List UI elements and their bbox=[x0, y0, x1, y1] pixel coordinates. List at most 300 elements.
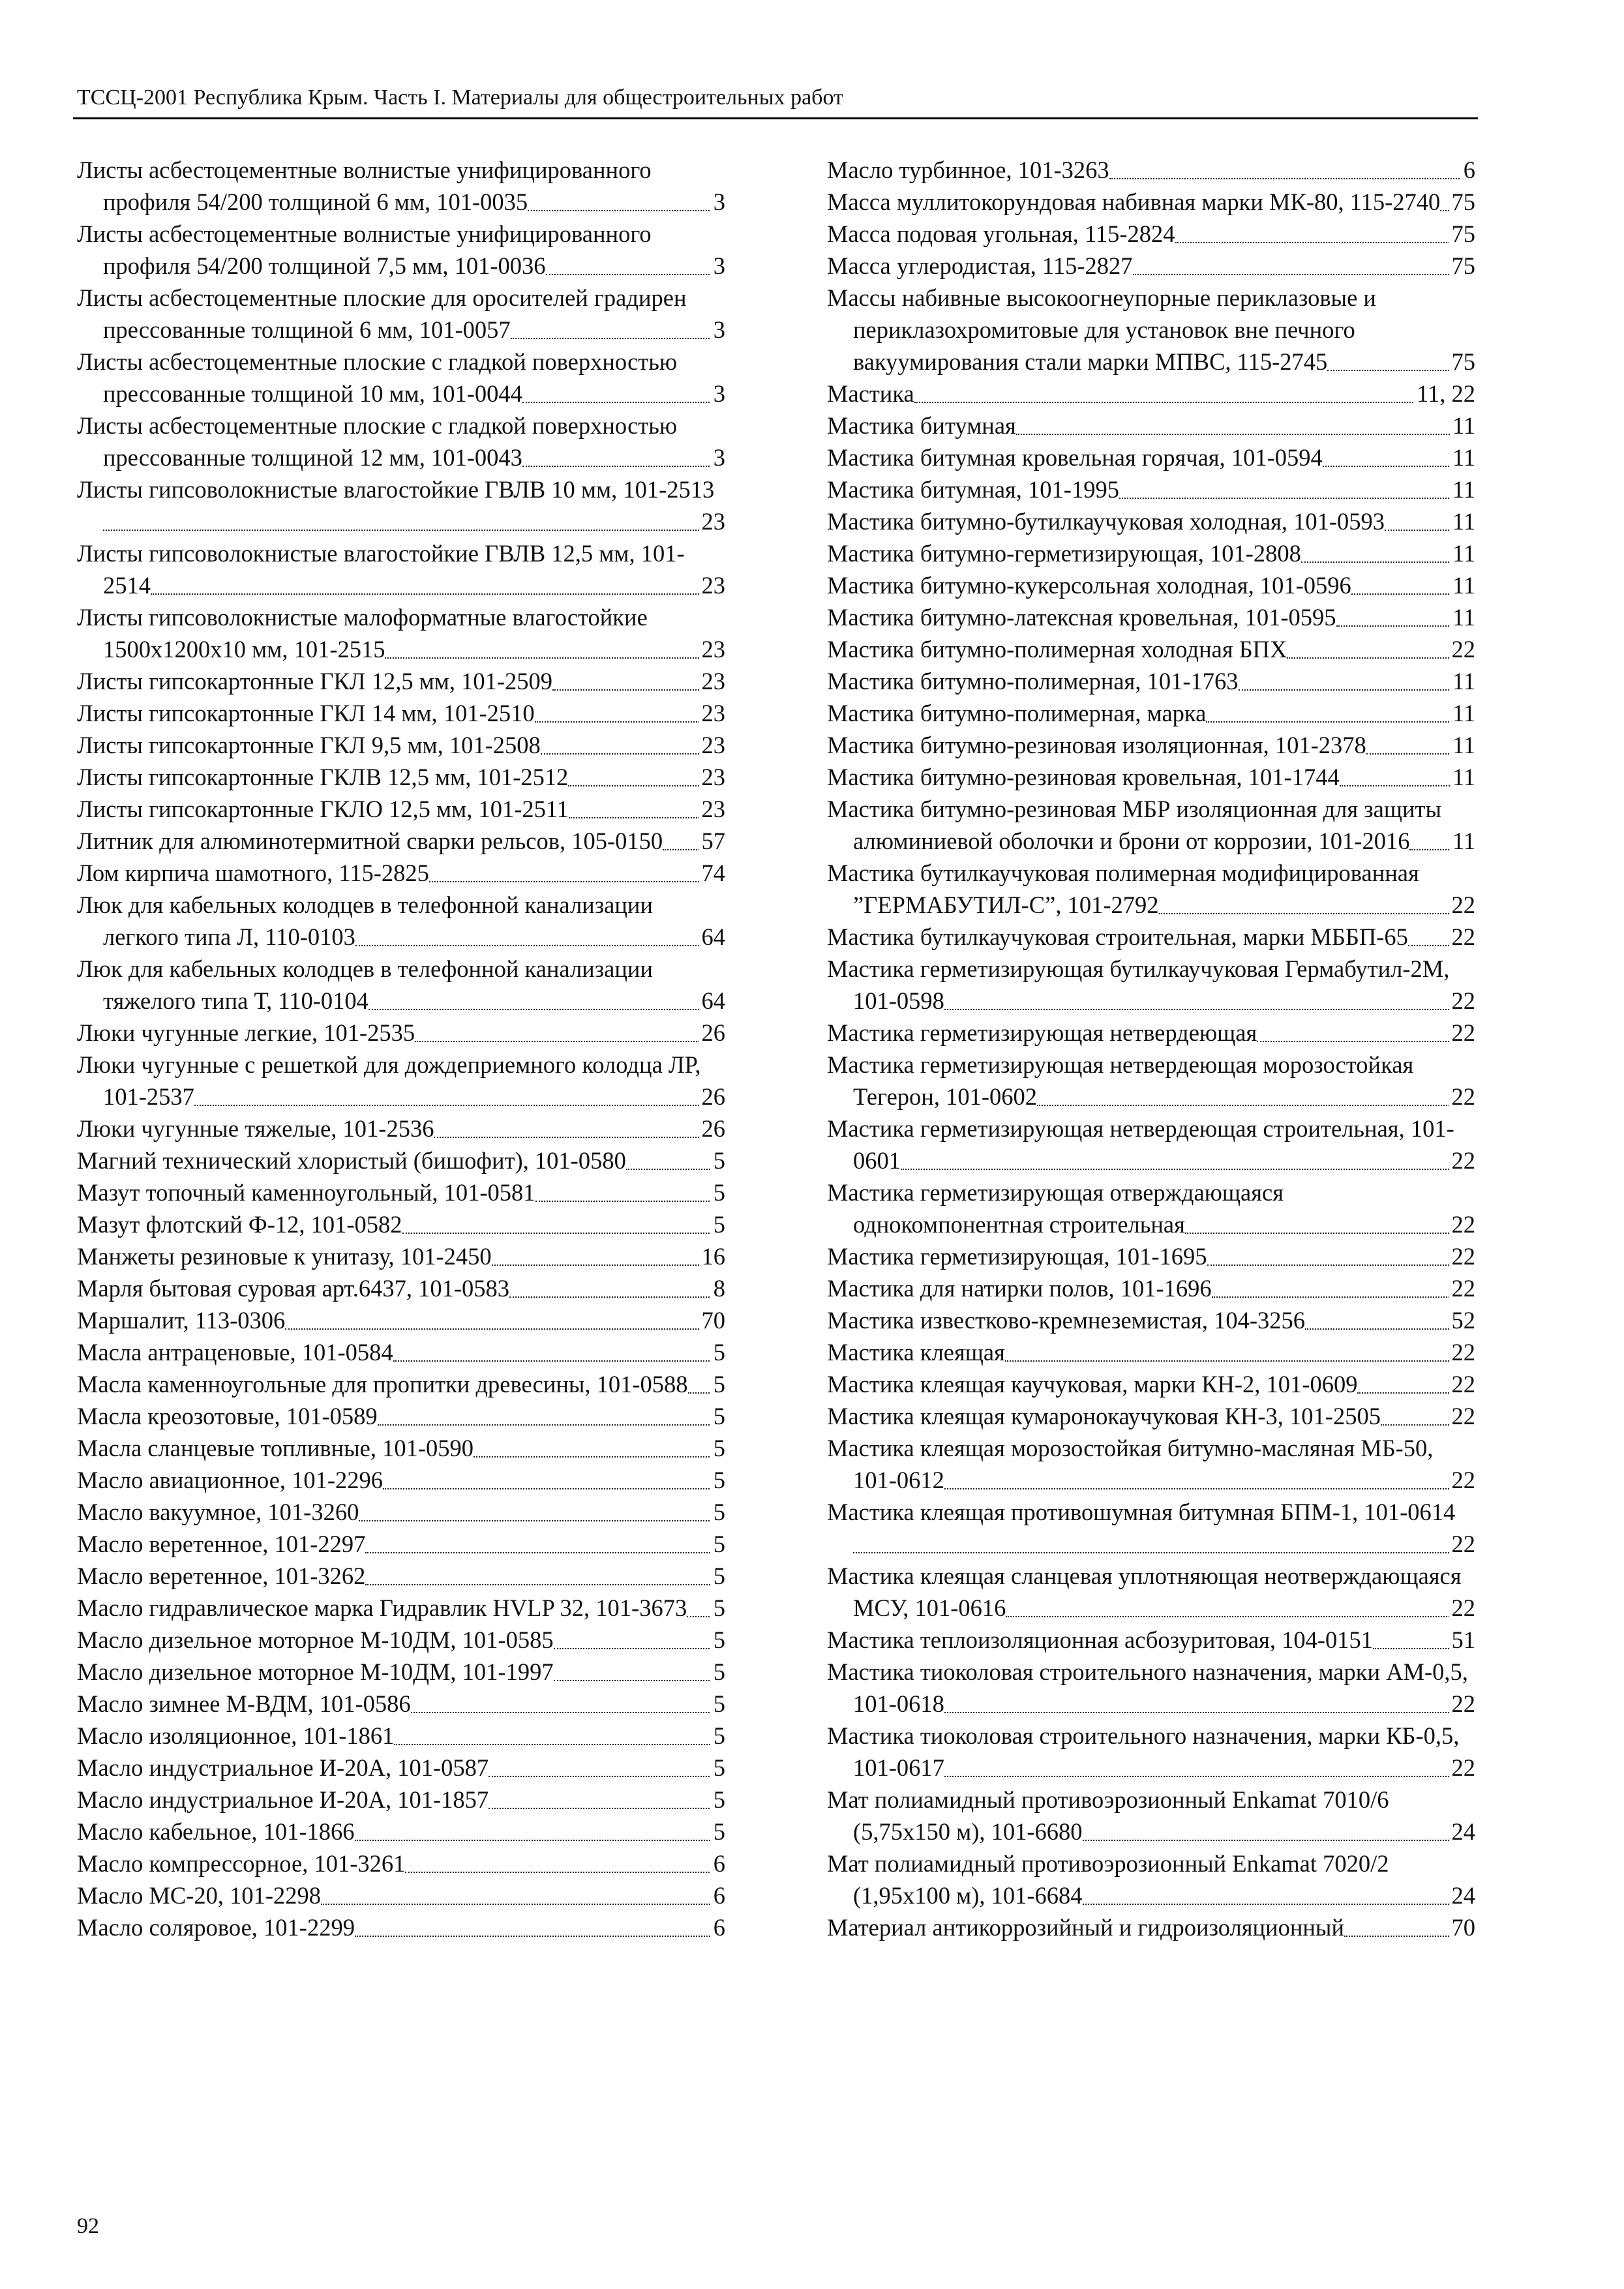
index-entry-text: Мазут флотский Ф-12, 101-0582 bbox=[77, 1211, 402, 1238]
leader-dots bbox=[1119, 498, 1475, 499]
index-entry-page: 75 bbox=[1449, 250, 1476, 282]
index-entry-page: 6 bbox=[711, 1879, 725, 1911]
index-entry-text: Мастика клеящая морозостойкая битумно-масляная МБ-50, 101-0612 bbox=[827, 1435, 1434, 1493]
index-entry-page: 5 bbox=[711, 1432, 725, 1464]
index-entry bbox=[77, 1560, 727, 1592]
index-entry bbox=[827, 761, 1477, 793]
index-entry bbox=[77, 1879, 727, 1911]
index-entry-page: 5 bbox=[711, 1656, 725, 1688]
index-entry-text: Мастика герметизирующая нетвердеющая строительная, 101-0601 bbox=[827, 1115, 1454, 1174]
index-entry-page: 74 bbox=[699, 857, 726, 889]
index-entry bbox=[827, 793, 1477, 857]
index-entry-page: 6 bbox=[711, 1848, 725, 1879]
index-entry-text: Масло компрессорное, 101-3261 bbox=[77, 1850, 406, 1877]
index-entry-text: Люки чугунные с решеткой для дождеприемного колодца ЛР, 101-2537 bbox=[77, 1051, 701, 1110]
leader-dots bbox=[944, 1009, 1475, 1010]
index-entry-text: Мастика битумно-резиновая кровельная, 101-1744 bbox=[827, 764, 1340, 790]
index-entry-page: 23 bbox=[699, 505, 726, 537]
index-entry bbox=[827, 1113, 1477, 1176]
index-entry bbox=[827, 1624, 1477, 1656]
index-entry-text: Массы набивные высокоогнеупорные периклазовые и периклазохромитовые для установок вне печного вакуумирования стали марки МПВС, 115-2745 bbox=[827, 284, 1376, 375]
index-entry bbox=[77, 1528, 727, 1560]
index-entry-page: 64 bbox=[699, 921, 726, 953]
index-entry bbox=[77, 665, 727, 697]
index-entry-page: 22 bbox=[1449, 1400, 1476, 1432]
index-entry bbox=[77, 1113, 727, 1144]
index-entry-text: Манжеты резиновые к унитазу, 101-2450 bbox=[77, 1243, 492, 1270]
leader-dots bbox=[944, 1776, 1475, 1777]
index-entry bbox=[77, 346, 727, 410]
index-entry bbox=[77, 410, 727, 473]
index-entry-page: 6 bbox=[1461, 154, 1475, 186]
index-entry bbox=[77, 1752, 727, 1784]
index-entry-text: Масса подовая угольная, 115-2824 bbox=[827, 220, 1175, 247]
leader-dots bbox=[489, 1776, 725, 1777]
leader-dots bbox=[1109, 178, 1475, 179]
index-entry-page: 5 bbox=[711, 1176, 725, 1208]
leader-dots bbox=[355, 945, 725, 946]
index-entry-text: Листы гипсокартонные ГКЛ 14 мм, 101-2510 bbox=[77, 700, 535, 726]
index-entry bbox=[77, 953, 727, 1017]
index-entry-text: Материал антикоррозийный и гидроизоляционный bbox=[827, 1914, 1344, 1941]
leader-dots bbox=[1083, 1840, 1475, 1841]
index-entry bbox=[827, 1272, 1477, 1304]
index-entry bbox=[77, 282, 727, 346]
index-column-right bbox=[827, 154, 1477, 1943]
leader-dots bbox=[489, 1808, 725, 1809]
leader-dots bbox=[944, 1712, 1475, 1713]
leader-dots bbox=[103, 530, 725, 531]
leader-dots bbox=[383, 1488, 725, 1489]
leader-dots bbox=[1175, 242, 1475, 243]
index-entry bbox=[77, 1911, 727, 1943]
leader-dots bbox=[944, 1488, 1475, 1489]
index-entry bbox=[827, 569, 1477, 601]
leader-dots bbox=[914, 402, 1475, 403]
index-entry bbox=[827, 1368, 1477, 1400]
index-entry-page: 11 bbox=[1450, 410, 1475, 441]
leader-dots bbox=[434, 1137, 725, 1138]
index-entry-page: 22 bbox=[1449, 1464, 1476, 1496]
index-entry-text: Мастика теплоизоляционная асбозуритовая, 104-0151 bbox=[827, 1626, 1373, 1653]
index-entry-text: Мат полиамидный противоэрозионный Enkamat 7020/2 (1,95x100 м), 101-6684 bbox=[827, 1850, 1389, 1909]
index-entry-page: 5 bbox=[711, 1208, 725, 1240]
index-entry-page: 5 bbox=[711, 1400, 725, 1432]
index-entry-page: 11 bbox=[1450, 665, 1475, 697]
leader-dots bbox=[429, 881, 725, 882]
index-entry-text: Масла креозотовые, 101-0589 bbox=[77, 1403, 378, 1429]
leader-dots bbox=[355, 1840, 725, 1841]
index-entry-text: Листы гипсокартонные ГКЛ 12,5 мм, 101-2509 bbox=[77, 668, 553, 695]
index-entry bbox=[77, 537, 727, 601]
index-entry bbox=[77, 729, 727, 761]
index-entry bbox=[827, 218, 1477, 250]
running-header: ТССЦ-2001 Республика Крым. Часть I. Материалы для общестроительных работ bbox=[77, 85, 843, 110]
index-entry bbox=[77, 1816, 727, 1848]
leader-dots bbox=[853, 1552, 1475, 1553]
index-entry-page: 5 bbox=[711, 1144, 725, 1176]
index-entry bbox=[827, 186, 1477, 218]
index-entry-text: Марля бытовая суровая арт.6437, 101-0583 bbox=[77, 1275, 510, 1302]
leader-dots bbox=[411, 1712, 725, 1713]
index-entry-page: 22 bbox=[1449, 1752, 1476, 1784]
index-entry-page: 11 bbox=[1450, 441, 1475, 473]
leader-dots bbox=[1239, 689, 1476, 691]
index-entry-text: Масла антраценовые, 101-0584 bbox=[77, 1339, 393, 1366]
index-entry-page: 11, 22 bbox=[1414, 378, 1475, 410]
leader-dots bbox=[405, 1872, 725, 1873]
index-entry-page: 8 bbox=[711, 1272, 725, 1304]
index-entry-text: Мастика битумно-резиновая МБР изоляционная для защиты алюминиевой оболочки и брони от коррозии, 101-2016 bbox=[827, 796, 1441, 854]
index-entry-text: Листы асбестоцементные плоские для оросителей градирен прессованные толщиной 6 мм, 101-0057 bbox=[77, 284, 687, 343]
index-entry-text: Мастика для натирки полов, 101-1696 bbox=[827, 1275, 1212, 1302]
index-entry-page: 5 bbox=[711, 1496, 725, 1528]
index-entry-page: 22 bbox=[1449, 1336, 1476, 1368]
index-entry-text: Мастика бутилкаучуковая полимерная модифицированная ˮГЕРМАБУТИЛ-С”, 101-2792 bbox=[827, 860, 1419, 918]
leader-dots bbox=[509, 1296, 725, 1298]
index-entry bbox=[827, 378, 1477, 410]
index-entry-text: Магний технический хлористый (бишофит), 101-0580 bbox=[77, 1147, 626, 1174]
index-entry bbox=[827, 1432, 1477, 1496]
leader-dots bbox=[901, 1169, 1475, 1170]
leader-dots bbox=[402, 1233, 725, 1234]
index-entry-text: Мазут топочный каменноугольный, 101-0581 bbox=[77, 1179, 535, 1206]
leader-dots bbox=[1016, 434, 1475, 435]
index-entry-page: 23 bbox=[699, 761, 726, 793]
leader-dots bbox=[1185, 1233, 1475, 1234]
index-entry bbox=[77, 1176, 727, 1208]
index-entry-page: 11 bbox=[1450, 473, 1475, 505]
index-entry bbox=[77, 218, 727, 282]
index-entry-text: Мастика битумно-кукерсольная холодная, 101-0596 bbox=[827, 572, 1351, 599]
leader-dots bbox=[1005, 1360, 1475, 1362]
index-entry-text: Маршалит, 113-0306 bbox=[77, 1307, 286, 1334]
leader-dots bbox=[393, 1360, 725, 1362]
index-entry bbox=[77, 1464, 727, 1496]
leader-dots bbox=[1133, 274, 1475, 275]
index-entry-text: Листы асбестоцементные плоские с гладкой поверхностью прессованные толщиной 12 мм, 101-0043 bbox=[77, 412, 678, 471]
index-entry bbox=[827, 1017, 1477, 1049]
index-entry bbox=[77, 601, 727, 665]
index-entry-text: Люки чугунные тяжелые, 101-2536 bbox=[77, 1115, 434, 1142]
leader-dots bbox=[1006, 1616, 1475, 1617]
leader-dots bbox=[394, 1744, 725, 1745]
index-entry bbox=[827, 1049, 1477, 1113]
index-entry bbox=[77, 473, 727, 537]
index-entry-text: Мастика известково-кремнеземистая, 104-3256 bbox=[827, 1307, 1306, 1334]
index-entry-text: Масла каменноугольные для пропитки древесины, 101-0588 bbox=[77, 1371, 688, 1398]
index-entry bbox=[77, 857, 727, 889]
index-entry-page: 3 bbox=[711, 441, 725, 473]
index-entry-page: 26 bbox=[699, 1017, 726, 1049]
index-entry-text: Масло вакуумное, 101-3260 bbox=[77, 1499, 359, 1525]
leader-dots bbox=[554, 1680, 725, 1681]
leader-dots bbox=[1037, 1105, 1475, 1106]
index-entry-text: Масло кабельное, 101-1866 bbox=[77, 1818, 355, 1845]
index-entry bbox=[77, 154, 727, 218]
index-entry bbox=[827, 729, 1477, 761]
index-entry-page: 5 bbox=[711, 1592, 725, 1624]
index-entry-page: 26 bbox=[699, 1081, 726, 1113]
index-entry bbox=[77, 1304, 727, 1336]
index-entry-text: Мастика бутилкаучуковая строительная, марки МББП-65 bbox=[827, 923, 1408, 950]
index-entry bbox=[77, 761, 727, 793]
leader-dots bbox=[474, 1456, 725, 1458]
index-entry-page: 24 bbox=[1449, 1879, 1476, 1911]
index-entry-page: 5 bbox=[711, 1752, 725, 1784]
index-entry-page: 22 bbox=[1449, 1144, 1476, 1176]
index-entry bbox=[827, 953, 1477, 1017]
index-entry-page: 26 bbox=[699, 1113, 726, 1144]
index-entry-text: Мастика битумная кровельная горячая, 101-0594 bbox=[827, 444, 1323, 471]
index-entry-page: 22 bbox=[1449, 1528, 1476, 1560]
index-entry bbox=[827, 1240, 1477, 1272]
index-entry-text: Листы гипсоволокнистые влагостойкие ГВЛВ 10 мм, 101-2513 bbox=[77, 476, 715, 503]
index-entry-page: 75 bbox=[1449, 218, 1476, 250]
index-entry-page: 11 bbox=[1450, 569, 1475, 601]
index-entry bbox=[827, 1720, 1477, 1784]
index-entry bbox=[77, 1720, 727, 1752]
leader-dots bbox=[1159, 913, 1476, 914]
index-entry-page: 22 bbox=[1449, 1017, 1476, 1049]
leader-dots bbox=[535, 721, 725, 723]
index-entry-page: 11 bbox=[1450, 505, 1475, 537]
index-entry-page: 5 bbox=[711, 1336, 725, 1368]
index-entry-page: 22 bbox=[1449, 1368, 1476, 1400]
index-entry-text: Мастика герметизирующая отверждающаяся однокомпонентная строительная bbox=[827, 1179, 1284, 1238]
index-entry-text: Мастика тиоколовая строительного назначения, марки КБ-0,5, 101-0617 bbox=[827, 1722, 1460, 1781]
index-entry-text: Мат полиамидный противоэрозионный Enkamat 7010/6 (5,75x150 м), 101-6680 bbox=[827, 1786, 1389, 1845]
index-entry bbox=[827, 1176, 1477, 1240]
header-rule bbox=[73, 117, 1478, 119]
leader-dots bbox=[359, 1520, 725, 1521]
index-entry-page: 70 bbox=[1449, 1911, 1476, 1943]
index-entry-text: Листы гипсоволокнистые малоформатные влагостойкие 1500x1200x10 мм, 101-2515 bbox=[77, 604, 648, 663]
index-entry-text: Люк для кабельных колодцев в телефонной канализации легкого типа Л, 110-0103 bbox=[77, 891, 653, 950]
leader-dots bbox=[1212, 1296, 1475, 1298]
index-entry-page: 22 bbox=[1449, 1208, 1476, 1240]
index-entry-page: 22 bbox=[1449, 1240, 1476, 1272]
index-entry-text: Листы асбестоцементные волнистые унифицированного профиля 54/200 толщиной 7,5 мм, 101-0036 bbox=[77, 220, 652, 279]
index-entry-text: Мастика герметизирующая нетвердеющая bbox=[827, 1019, 1257, 1046]
index-entry-page: 3 bbox=[711, 314, 725, 346]
leader-dots bbox=[321, 1904, 725, 1905]
leader-dots bbox=[522, 402, 725, 403]
index-entry-page: 3 bbox=[711, 378, 725, 410]
page-number: 92 bbox=[77, 2214, 99, 2238]
index-entry-text: Листы гипсоволокнистые влагостойкие ГВЛВ 12,5 мм, 101-2514 bbox=[77, 540, 685, 599]
index-entry bbox=[77, 1049, 727, 1113]
index-entry bbox=[77, 1656, 727, 1688]
index-entry-page: 5 bbox=[711, 1528, 725, 1560]
index-entry bbox=[827, 410, 1477, 441]
index-entry bbox=[827, 1304, 1477, 1336]
index-entry-page: 11 bbox=[1450, 761, 1475, 793]
index-entry-text: Мастика битумно-герметизирующая, 101-2808 bbox=[827, 540, 1301, 567]
index-entry bbox=[827, 1911, 1477, 1943]
index-entry-page: 22 bbox=[1449, 1081, 1476, 1113]
index-entry-text: Лом кирпича шамотного, 115-2825 bbox=[77, 860, 429, 886]
index-entry-text: Масло дизельное моторное М-10ДМ, 101-1997 bbox=[77, 1658, 554, 1685]
index-entry-text: Мастика клеящая bbox=[827, 1339, 1005, 1366]
index-entry-page: 23 bbox=[699, 793, 726, 825]
index-entry bbox=[77, 697, 727, 729]
index-entry-page: 5 bbox=[711, 1464, 725, 1496]
index-entry bbox=[827, 1400, 1477, 1432]
index-entry bbox=[77, 1496, 727, 1528]
index-entry-page: 23 bbox=[699, 633, 726, 665]
index-entry-text: Масло индустриальное И-20А, 101-0587 bbox=[77, 1754, 489, 1781]
leader-dots bbox=[285, 1328, 725, 1330]
index-entry bbox=[827, 857, 1477, 921]
index-entry-text: Масса муллитокорундовая набивная марки МК-80, 115-2740 bbox=[827, 188, 1441, 215]
index-entry-page: 23 bbox=[699, 665, 726, 697]
index-entry-page: 22 bbox=[1449, 985, 1476, 1017]
index-entry-text: Мастика bbox=[827, 380, 914, 407]
index-entry-text: Мастика герметизирующая, 101-1695 bbox=[827, 1243, 1207, 1270]
leader-dots bbox=[378, 1424, 725, 1426]
index-entry-page: 11 bbox=[1450, 537, 1475, 569]
index-entry bbox=[77, 1432, 727, 1464]
index-entry-page: 5 bbox=[711, 1624, 725, 1656]
index-entry-text: Масло изоляционное, 101-1861 bbox=[77, 1722, 395, 1749]
index-entry bbox=[827, 505, 1477, 537]
leader-dots bbox=[415, 1041, 725, 1042]
index-entry-text: Мастика клеящая сланцевая уплотняющая неотверждающаяся МСУ, 101-0616 bbox=[827, 1563, 1462, 1621]
index-entry-text: Масло соляровое, 101-2299 bbox=[77, 1914, 355, 1941]
index-entry bbox=[827, 154, 1477, 186]
index-entry-text: Мастика битумно-резиновая изоляционная, 101-2378 bbox=[827, 732, 1366, 758]
index-entry-text: Масло авиационное, 101-2296 bbox=[77, 1467, 383, 1493]
index-entry-text: Масло МС-20, 101-2298 bbox=[77, 1882, 322, 1909]
index-entry bbox=[77, 1336, 727, 1368]
leader-dots bbox=[554, 1648, 725, 1649]
index-entry-text: Мастика битумно-бутилкаучуковая холодная, 101-0593 bbox=[827, 508, 1385, 535]
leader-dots bbox=[511, 338, 725, 339]
index-entry bbox=[827, 1656, 1477, 1720]
index-entry-page: 11 bbox=[1450, 697, 1475, 729]
index-entry-page: 11 bbox=[1450, 825, 1475, 857]
index-entry bbox=[77, 793, 727, 825]
index-entry-text: Мастика битумная, 101-1995 bbox=[827, 476, 1119, 503]
index-entry bbox=[77, 1017, 727, 1049]
index-entry bbox=[827, 1560, 1477, 1624]
leader-dots bbox=[355, 1936, 725, 1937]
index-entry bbox=[77, 1624, 727, 1656]
index-entry-page: 52 bbox=[1449, 1304, 1476, 1336]
leader-dots bbox=[522, 466, 725, 467]
index-entry-page: 23 bbox=[699, 729, 726, 761]
leader-dots bbox=[194, 1105, 725, 1106]
index-entry bbox=[77, 1592, 727, 1624]
index-entry-text: Листы гипсокартонные ГКЛ 9,5 мм, 101-2508 bbox=[77, 732, 541, 758]
index-entry bbox=[827, 1784, 1477, 1848]
index-entry-text: Мастика клеящая противошумная битумная БПМ-1, 101-0614 bbox=[827, 1499, 1456, 1525]
index-entry bbox=[77, 1400, 727, 1432]
index-entry bbox=[827, 633, 1477, 665]
index-entry-page: 22 bbox=[1449, 1272, 1476, 1304]
index-entry-text: Масса углеродистая, 115-2827 bbox=[827, 252, 1133, 279]
index-entry-text: Мастика тиоколовая строительного назначения, марки АМ-0,5, 101-0618 bbox=[827, 1658, 1468, 1717]
index-entry bbox=[827, 282, 1477, 378]
index-entry-text: Мастика клеящая каучуковая, марки КН-2, 101-0609 bbox=[827, 1371, 1358, 1398]
index-entry-text: Масло индустриальное И-20А, 101-1857 bbox=[77, 1786, 489, 1813]
index-entry-text: Люки чугунные легкие, 101-2535 bbox=[77, 1019, 415, 1046]
index-entry-text: Мастика герметизирующая бутилкаучуковая Гермабутил-2М, 101-0598 bbox=[827, 955, 1450, 1014]
index-entry bbox=[77, 825, 727, 857]
leader-dots bbox=[1257, 1041, 1475, 1042]
index-entry-page: 24 bbox=[1449, 1816, 1476, 1848]
index-entry bbox=[77, 1144, 727, 1176]
index-entry bbox=[827, 1848, 1477, 1911]
index-entry-page: 22 bbox=[1449, 889, 1476, 921]
index-entry-text: Масло турбинное, 101-3263 bbox=[827, 157, 1109, 183]
index-entry-page: 16 bbox=[699, 1240, 726, 1272]
index-entry-text: Масло дизельное моторное М-10ДМ, 101-0585 bbox=[77, 1626, 554, 1653]
leader-dots bbox=[365, 1552, 725, 1553]
index-entry bbox=[77, 889, 727, 953]
index-entry-text: Листы асбестоцементные плоские с гладкой поверхностью прессованные толщиной 10 мм, 101-0044 bbox=[77, 348, 678, 407]
index-entry-page: 5 bbox=[711, 1816, 725, 1848]
leader-dots bbox=[385, 657, 725, 659]
leader-dots bbox=[492, 1264, 725, 1266]
index-entry-page: 23 bbox=[699, 697, 726, 729]
index-entry-text: Мастика битумно-полимерная, марка bbox=[827, 700, 1207, 726]
index-entry bbox=[827, 250, 1477, 282]
index-entry bbox=[827, 441, 1477, 473]
index-entry-text: Листы асбестоцементные волнистые унифицированного профиля 54/200 толщиной 6 мм, 101-0035 bbox=[77, 157, 652, 215]
index-entry-text: Листы гипсокартонные ГКЛО 12,5 мм, 101-2511 bbox=[77, 796, 569, 822]
index-entry-page: 5 bbox=[711, 1720, 725, 1752]
index-entry bbox=[827, 665, 1477, 697]
index-entry-page: 11 bbox=[1450, 601, 1475, 633]
index-entry-text: Масло веретенное, 101-2297 bbox=[77, 1531, 366, 1557]
leader-dots bbox=[365, 1584, 725, 1585]
leader-dots bbox=[1287, 657, 1475, 659]
leader-dots bbox=[535, 1201, 725, 1202]
index-entry bbox=[827, 1496, 1477, 1560]
index-entry bbox=[827, 697, 1477, 729]
index-entry bbox=[77, 1272, 727, 1304]
index-entry-text: Мастика битумно-латексная кровельная, 101-0595 bbox=[827, 604, 1336, 631]
index-entry-text: Масла сланцевые топливные, 101-0590 bbox=[77, 1435, 474, 1461]
index-entry-text: Мастика клеящая кумаронокаучуковая КН-3, 101-2505 bbox=[827, 1403, 1381, 1429]
index-entry-page: 22 bbox=[1449, 1688, 1476, 1720]
index-entry-page: 22 bbox=[1449, 1592, 1476, 1624]
index-entry-page: 3 bbox=[711, 186, 725, 218]
leader-dots bbox=[541, 753, 725, 755]
index-entry-text: Мастика герметизирующая нетвердеющая морозостойкая Тегерон, 101-0602 bbox=[827, 1051, 1414, 1110]
index-entry-page: 75 bbox=[1449, 346, 1476, 378]
index-entry-page: 75 bbox=[1449, 186, 1476, 218]
index-entry bbox=[827, 921, 1477, 953]
leader-dots bbox=[1207, 1264, 1475, 1266]
index-entry bbox=[77, 1208, 727, 1240]
leader-dots bbox=[546, 274, 726, 275]
leader-dots bbox=[1083, 1904, 1475, 1905]
index-entry bbox=[77, 1240, 727, 1272]
index-entry bbox=[827, 601, 1477, 633]
index-entry-text: Масло веретенное, 101-3262 bbox=[77, 1563, 366, 1589]
index-entry-page: 22 bbox=[1449, 633, 1476, 665]
index-entry-text: Листы гипсокартонные ГКЛВ 12,5 мм, 101-2512 bbox=[77, 764, 569, 790]
index-entry-page: 23 bbox=[699, 569, 726, 601]
index-entry-text: Люк для кабельных колодцев в телефонной канализации тяжелого типа Т, 110-0104 bbox=[77, 955, 653, 1014]
index-entry-page: 64 bbox=[699, 985, 726, 1017]
leader-dots bbox=[528, 210, 725, 211]
index-entry bbox=[827, 473, 1477, 505]
index-entry bbox=[77, 1368, 727, 1400]
